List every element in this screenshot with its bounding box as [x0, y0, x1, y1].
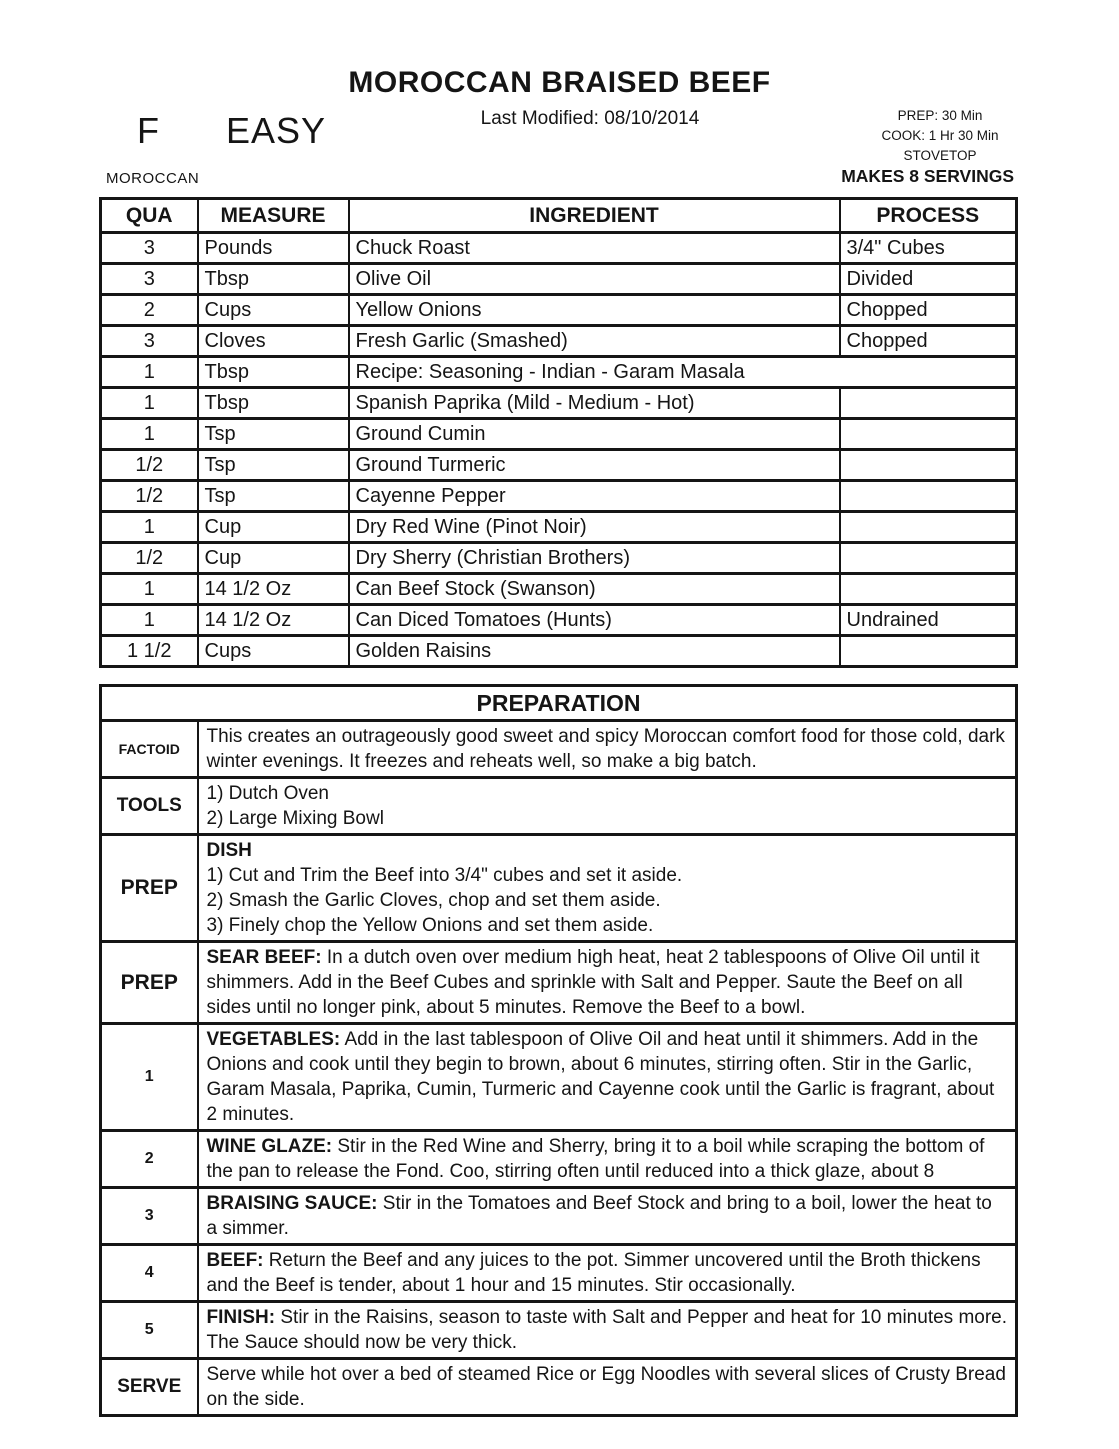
step-text: [198, 1245, 1017, 1302]
preparation-row: [101, 721, 1017, 778]
ingredient-measure: Tbsp: [198, 388, 349, 419]
preparation-header-row: [101, 686, 1017, 721]
preparation-row: [101, 1024, 1017, 1131]
step-heading: BEEF:: [206, 1250, 264, 1271]
ingredient-process: [840, 636, 1017, 667]
cook-time-label: COOK: 1 Hr 30 Min: [881, 128, 999, 143]
ingredient-name: Chuck Roast: [349, 233, 840, 264]
ingredient-measure: Tsp: [198, 450, 349, 481]
cook-method-label: STOVETOP: [903, 148, 977, 163]
ingredient-row: [101, 264, 1017, 295]
ingredient-process: Chopped: [840, 295, 1017, 326]
ingredient-measure: Cup: [198, 543, 349, 574]
step-label: TOOLS: [101, 778, 198, 835]
ingredient-quantity: 1: [101, 357, 198, 388]
ingredient-name: Spanish Paprika (Mild - Medium - Hot): [349, 388, 840, 419]
page-title: MOROCCAN BRAISED BEEF: [348, 66, 771, 99]
step-line: SEAR BEEF: In a dutch oven over medium high heat, heat 2 tablespoons of Olive Oil until it shimmers. Add in the Beef Cubes and sprinkle with Salt and Pepper. Saute the Beef on all sides until no longer pink, about 5 minutes. Remove the Beef to a bowl.: [206, 947, 980, 1018]
ingredient-process: Chopped: [840, 326, 1017, 357]
ingredient-measure: Tbsp: [198, 264, 349, 295]
ingredient-row: [101, 450, 1017, 481]
ingredient-row: [101, 357, 1017, 388]
ingredient-name: Ground Turmeric: [349, 450, 840, 481]
step-label: 3: [101, 1188, 198, 1245]
ingredient-row: [101, 574, 1017, 605]
ingredient-measure: 14 1/2 Oz: [198, 574, 349, 605]
ingredient-quantity: 2: [101, 295, 198, 326]
step-heading: SEAR BEEF:: [206, 947, 322, 968]
ingredient-name: Fresh Garlic (Smashed): [349, 326, 840, 357]
step-text: [198, 721, 1017, 778]
ingredient-row: [101, 388, 1017, 419]
step-line: BRAISING SAUCE: Stir in the Tomatoes and Beef Stock and bring to a boil, lower the heat to a simmer.: [206, 1193, 992, 1239]
ingredients-table: [99, 197, 1018, 668]
preparation-row: [101, 778, 1017, 835]
step-line: BEEF: Return the Beef and any juices to the pot. Simmer uncovered until the Broth thickens and the Beef is tender, about 1 hour and 15 minutes. Stir occasionally.: [206, 1250, 981, 1296]
ingredient-process: [840, 450, 1017, 481]
ingredient-row: [101, 512, 1017, 543]
ingredient-name: Recipe: Seasoning - Indian - Garam Masala: [349, 357, 1017, 388]
ingredient-row: [101, 605, 1017, 636]
ingredients-header-row: [101, 199, 1017, 233]
preparation-row: [101, 1245, 1017, 1302]
ingredient-name: Dry Sherry (Christian Brothers): [349, 543, 840, 574]
ingredient-quantity: 1/2: [101, 481, 198, 512]
step-text: [198, 1359, 1017, 1416]
ingredient-measure: Cloves: [198, 326, 349, 357]
ingredient-process: [840, 512, 1017, 543]
ingredient-measure: 14 1/2 Oz: [198, 605, 349, 636]
step-line: 1) Dutch Oven: [206, 783, 329, 804]
ingredient-process: [840, 543, 1017, 574]
ingredient-measure: Cups: [198, 295, 349, 326]
ingredient-quantity: 3: [101, 326, 198, 357]
ingredient-measure: Cups: [198, 636, 349, 667]
step-line: Serve while hot over a bed of steamed Rice or Egg Noodles with several slices of Crusty Bread on the side.: [206, 1364, 1006, 1410]
ingredient-process: [840, 419, 1017, 450]
step-line: VEGETABLES: Add in the last tablespoon of Olive Oil and heat until it shimmers. Add in the Onions and cook until they begin to brown, about 6 minutes, stirring often. Stir in the Garlic, Garam Masala, Paprika, Cumin, Turmeric and Cayenne cook until the Garlic is fragrant, about 2 minutes.: [206, 1029, 995, 1125]
ingredient-quantity: 1 1/2: [101, 636, 198, 667]
step-label: 1: [101, 1024, 198, 1131]
cuisine-label: MOROCCAN: [106, 170, 200, 187]
preparation-table: [99, 684, 1018, 1417]
ingredient-process: [840, 574, 1017, 605]
ingredient-quantity: 1/2: [101, 450, 198, 481]
step-heading: DISH: [206, 840, 252, 861]
ingredient-row: [101, 295, 1017, 326]
ingredient-row: [101, 419, 1017, 450]
step-label: SERVE: [101, 1359, 198, 1416]
ingredient-name: Yellow Onions: [349, 295, 840, 326]
ingredient-measure: Tsp: [198, 481, 349, 512]
ingredient-name: Dry Red Wine (Pinot Noir): [349, 512, 840, 543]
preparation-body: [101, 721, 1017, 1416]
step-line: 1) Cut and Trim the Beef into 3/4" cubes and set it aside.: [206, 865, 683, 886]
step-label: 2: [101, 1131, 198, 1188]
ingredient-name: Olive Oil: [349, 264, 840, 295]
ingredient-row: [101, 326, 1017, 357]
step-text: [198, 1188, 1017, 1245]
step-heading: WINE GLAZE:: [206, 1136, 333, 1157]
ingredient-process: 3/4" Cubes: [840, 233, 1017, 264]
step-text: [198, 942, 1017, 1024]
ingredient-process: [840, 481, 1017, 512]
ingredient-measure: Tbsp: [198, 357, 349, 388]
step-text: [198, 835, 1017, 942]
step-label: FACTOID: [101, 721, 198, 778]
column-header-ingredient: INGREDIENT: [349, 199, 840, 233]
step-heading: FINISH:: [206, 1307, 276, 1328]
ingredient-quantity: 3: [101, 233, 198, 264]
ingredient-quantity: 1: [101, 574, 198, 605]
step-line: WINE GLAZE: Stir in the Red Wine and Sherry, bring it to a boil while scraping the bottom of the pan to release the Fond. Coo, stirring often until reduced into a thick glaze, about 8: [206, 1136, 985, 1182]
step-line: [207, 838, 1008, 863]
ingredient-quantity: 1: [101, 388, 198, 419]
prep-time-label: PREP: 30 Min: [897, 108, 983, 123]
servings-label: MAKES 8 SERVINGS: [841, 166, 1014, 186]
preparation-title: PREPARATION: [101, 686, 1017, 721]
step-line: FINISH: Stir in the Raisins, season to taste with Salt and Pepper and heat for 10 minutes more. The Sauce should now be very thick.: [206, 1307, 1008, 1353]
ingredient-quantity: 1: [101, 419, 198, 450]
step-heading: VEGETABLES:: [206, 1029, 341, 1050]
ingredients-body: [101, 233, 1017, 667]
step-text: [198, 1131, 1017, 1188]
step-text: [198, 778, 1017, 835]
step-label: 5: [101, 1302, 198, 1359]
step-line: This creates an outrageously good sweet and spicy Moroccan comfort food for those cold, dark winter evenings. It freezes and reheats well, so make a big batch.: [206, 726, 1005, 772]
ingredient-quantity: 1: [101, 512, 198, 543]
column-header-measure: MEASURE: [198, 199, 349, 233]
ingredient-quantity: 1/2: [101, 543, 198, 574]
ingredient-name: Ground Cumin: [349, 419, 840, 450]
ingredient-process: [840, 388, 1017, 419]
step-label: PREP: [101, 942, 198, 1024]
step-label: PREP: [101, 835, 198, 942]
column-header-qua: QUA: [101, 199, 198, 233]
ingredient-quantity: 1: [101, 605, 198, 636]
ingredient-measure: Cup: [198, 512, 349, 543]
ingredient-process: Divided: [840, 264, 1017, 295]
last-modified-label: Last Modified: 08/10/2014: [480, 108, 700, 129]
ingredient-measure: Tsp: [198, 419, 349, 450]
ingredient-row: [101, 481, 1017, 512]
ingredient-row: [101, 543, 1017, 574]
preparation-row: [101, 1131, 1017, 1188]
preparation-row: [101, 1188, 1017, 1245]
ingredient-process: Undrained: [840, 605, 1017, 636]
ingredient-name: Golden Raisins: [349, 636, 840, 667]
ingredient-name: Cayenne Pepper: [349, 481, 840, 512]
preparation-row: [101, 942, 1017, 1024]
preparation-row: [101, 1302, 1017, 1359]
preparation-row: [101, 1359, 1017, 1416]
ingredient-row: [101, 233, 1017, 264]
ingredient-row: [101, 636, 1017, 667]
ingredient-quantity: 3: [101, 264, 198, 295]
step-text: [198, 1302, 1017, 1359]
step-heading: BRAISING SAUCE:: [206, 1193, 378, 1214]
step-line: 2) Large Mixing Bowl: [206, 808, 384, 829]
column-header-process: PROCESS: [840, 199, 1017, 233]
grade-badge: F: [137, 110, 159, 151]
step-label: 4: [101, 1245, 198, 1302]
difficulty-label: EASY: [226, 110, 327, 151]
ingredient-name: Can Diced Tomatoes (Hunts): [349, 605, 840, 636]
step-text: [198, 1024, 1017, 1131]
ingredient-name: Can Beef Stock (Swanson): [349, 574, 840, 605]
preparation-row: [101, 835, 1017, 942]
timing-block: [850, 106, 1030, 166]
ingredient-measure: Pounds: [198, 233, 349, 264]
step-line: 2) Smash the Garlic Cloves, chop and set them aside.: [206, 890, 661, 911]
step-line: 3) Finely chop the Yellow Onions and set them aside.: [206, 915, 654, 936]
